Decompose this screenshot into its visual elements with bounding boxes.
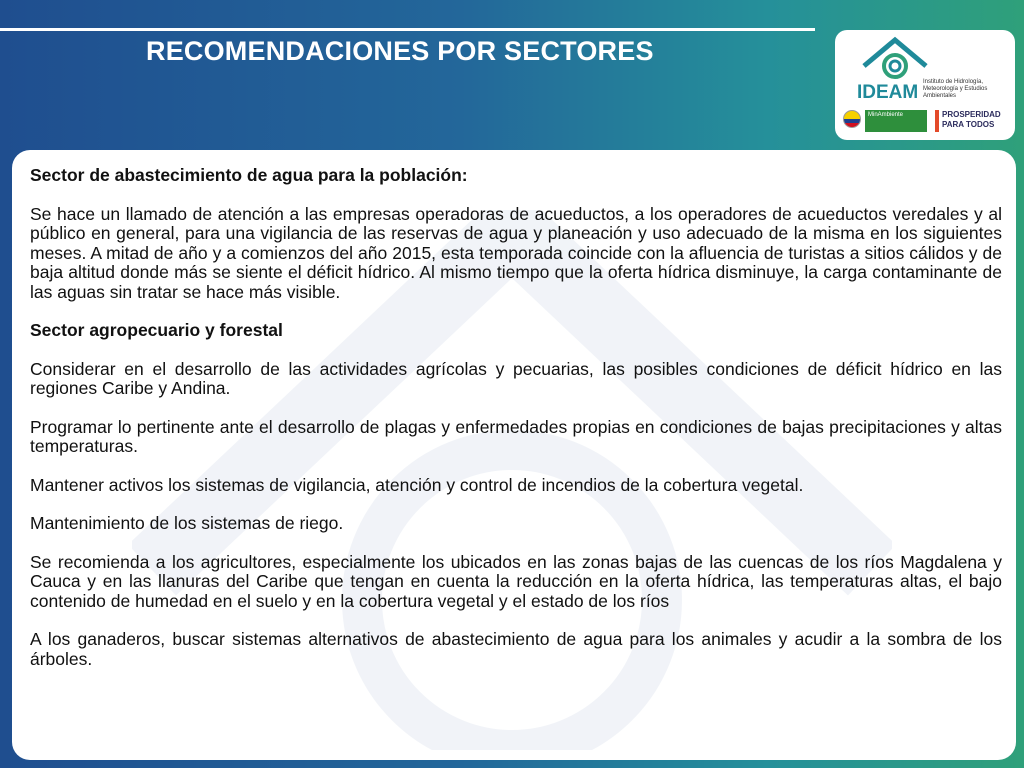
title-rule — [0, 28, 815, 31]
paragraph-agro-5: Se recomienda a los agricultores, especialmente los ubicados en las zonas bajas de las cuencas de los ríos Magdalena y Cauca y en las llanuras del Caribe que tengan en cuenta la reducción en la oferta hídrica, las temperaturas altas, el bajo contenido de humedad en el suelo y en la cobertura vegetal y el estado de los ríos — [30, 551, 1002, 611]
ideam-logo-card — [835, 30, 1015, 140]
paragraph-water: Se hace un llamado de atención a las empresas operadoras de acueductos, a los operadores de acueductos veredales y al público en general, para una vigilancia de las reservas de agua y planeación y uso adecuado de la misma en los siguientes meses. A mitad de año y a comienzos del año 2015, esta temporada coincide con la afluencia de turistas a sitios cálidos y de baja altitud donde más se siente el déficit hídrico. Al mismo tiempo que la oferta hídrica disminuye, la carga contaminante de las aguas sin tratar se hace más visible. — [30, 203, 1002, 302]
logo-name: IDEAM — [857, 82, 919, 103]
colombia-shield-icon — [843, 110, 861, 128]
paragraph-agro-2: Programar lo pertinente ante el desarrollo de plagas y enfermedades propias en condiciones de bajas precipitaciones y altas temperaturas. — [30, 416, 1002, 456]
section-heading-water: Sector de abastecimiento de agua para la población: — [30, 165, 468, 185]
paragraph-agro-3: Mantener activos los sistemas de vigilancia, atención y control de incendios de la cobertura vegetal. — [30, 474, 804, 495]
ministry-badge: MinAmbiente — [865, 110, 927, 132]
prosperity-logo: PROSPERIDAD PARA TODOS — [935, 110, 1009, 132]
content-card — [12, 150, 1016, 760]
logo-subtitle: Instituto de Hidrología, Meteorología y Estudios Ambientales — [923, 79, 988, 99]
section-heading-agro: Sector agropecuario y forestal — [30, 320, 283, 340]
recommendations-text — [30, 166, 1002, 688]
paragraph-agro-1: Considerar en el desarrollo de las actividades agrícolas y pecuarias, las posibles condiciones de déficit hídrico en las regiones Caribe y Andina. — [30, 358, 1002, 398]
paragraph-agro-4: Mantenimiento de los sistemas de riego. — [30, 513, 344, 533]
ideam-house-spiral-icon — [860, 36, 930, 80]
paragraph-agro-6: A los ganaderos, buscar sistemas alternativos de abastecimiento de agua para los animales y acudir a la sombra de los árboles. — [30, 629, 1002, 669]
slide-title: RECOMENDACIONES POR SECTORES — [146, 36, 654, 66]
